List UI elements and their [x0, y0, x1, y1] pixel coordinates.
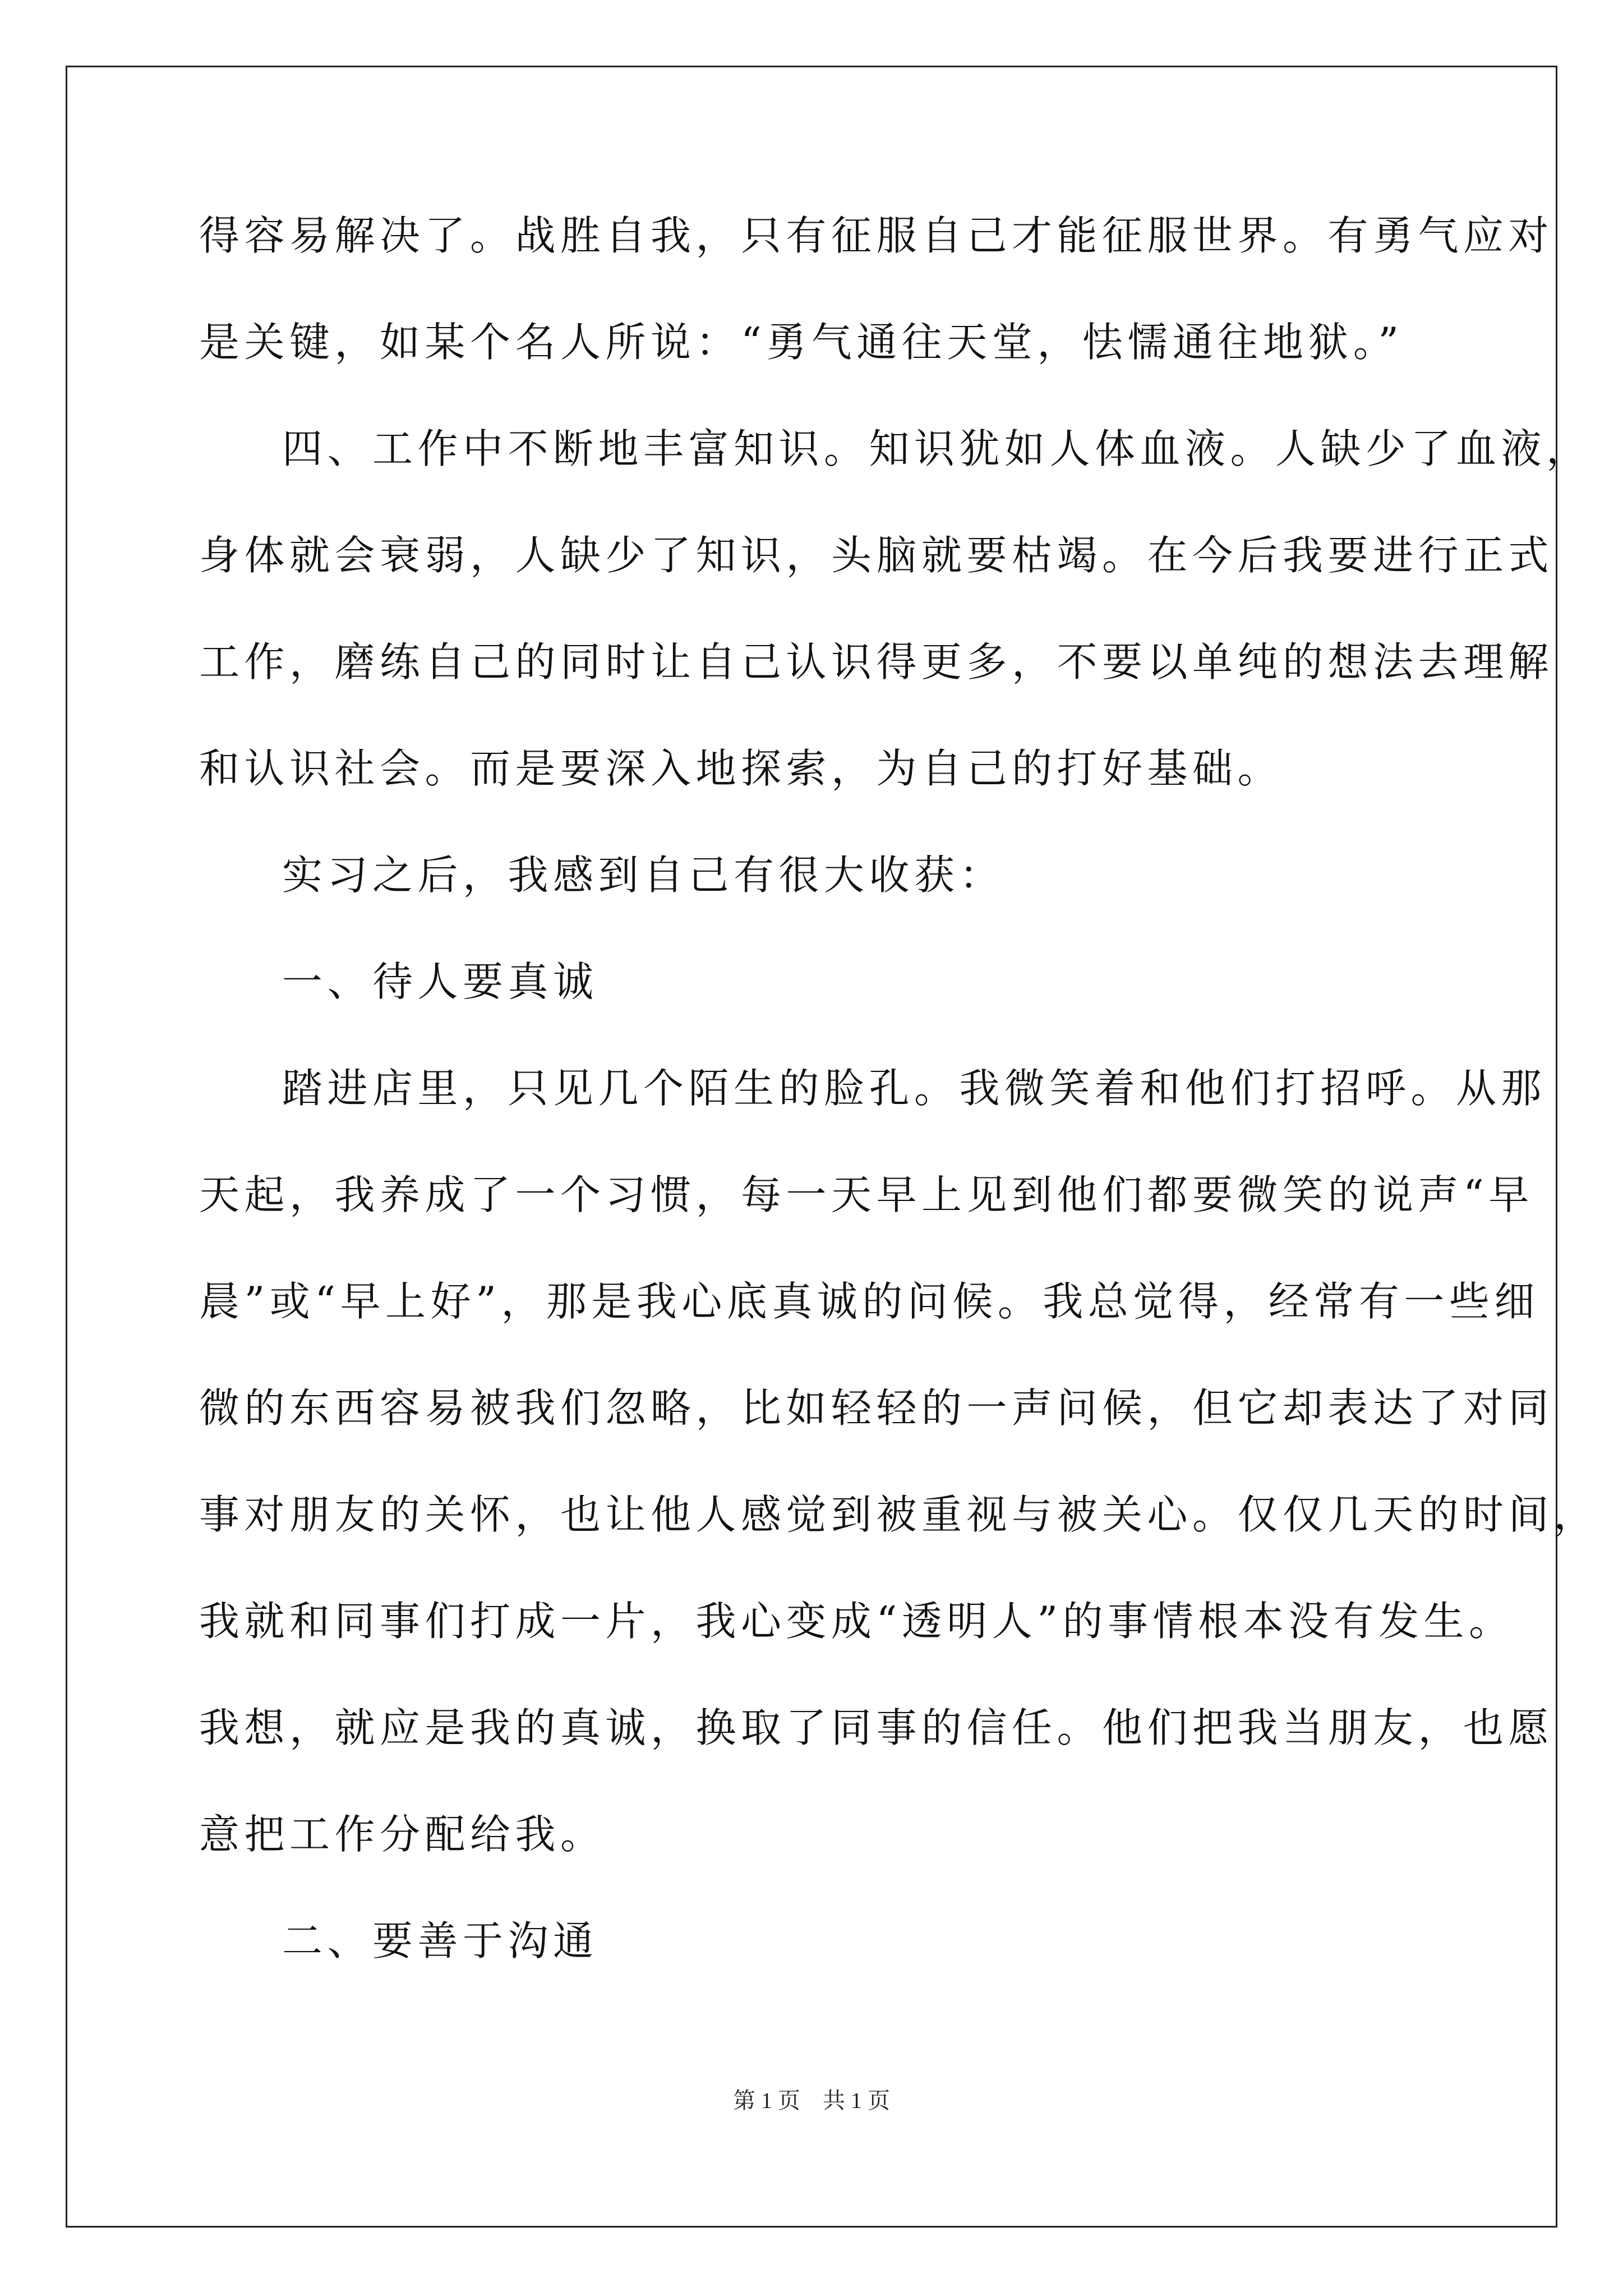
text-line: 我想，就应是我的真诚，换取了同事的信任。他们把我当朋友，也愿 — [199, 1704, 1554, 1751]
text-line: 微的东西容易被我们忽略，比如轻轻的一声问候，但它却表达了对同 — [199, 1384, 1554, 1432]
text-line: 踏进店里，只见几个陌生的脸孔。我微笑着和他们打招呼。从那 — [282, 1065, 1547, 1112]
text-line: 身体就会衰弱，人缺少了知识，头脑就要枯竭。在今后我要进行正式 — [199, 532, 1554, 579]
text-line: 晨”或“早上好”，那是我心底真诚的问候。我总觉得，经常有一些细 — [199, 1278, 1539, 1325]
section-heading: 二、要善于沟通 — [282, 1917, 598, 1964]
text-line: 和认识社会。而是要深入地探索，为自己的打好基础。 — [199, 745, 1283, 792]
text-line: 意把工作分配给我。 — [199, 1811, 606, 1858]
text-line: 事对朋友的关怀，也让他人感觉到被重视与被关心。仅仅几天的时间， — [199, 1491, 1599, 1538]
text-line: 实习之后，我感到自己有很大收获： — [282, 852, 1005, 899]
page-border — [66, 66, 1557, 2228]
text-line: 是关键，如某个名人所说：“勇气通往天堂，怯懦通往地狱。” — [199, 319, 1404, 366]
text-line: 天起，我养成了一个习惯，每一天早上见到他们都要微笑的说声“早 — [199, 1171, 1534, 1218]
text-line: 我就和同事们打成一片，我心变成“透明人”的事情根本没有发生。 — [199, 1598, 1514, 1645]
text-line: 工作，磨练自己的同时让自己认识得更多，不要以单纯的想法去理解 — [199, 638, 1554, 685]
text-line: 得容易解决了。战胜自我，只有征服自己才能征服世界。有勇气应对 — [199, 212, 1554, 259]
text-line: 四、工作中不断地丰富知识。知识犹如人体血液。人缺少了血液， — [282, 425, 1592, 472]
page-number-footer: 第 1 页 共 1 页 — [733, 2088, 890, 2113]
section-heading: 一、待人要真诚 — [282, 958, 598, 1005]
